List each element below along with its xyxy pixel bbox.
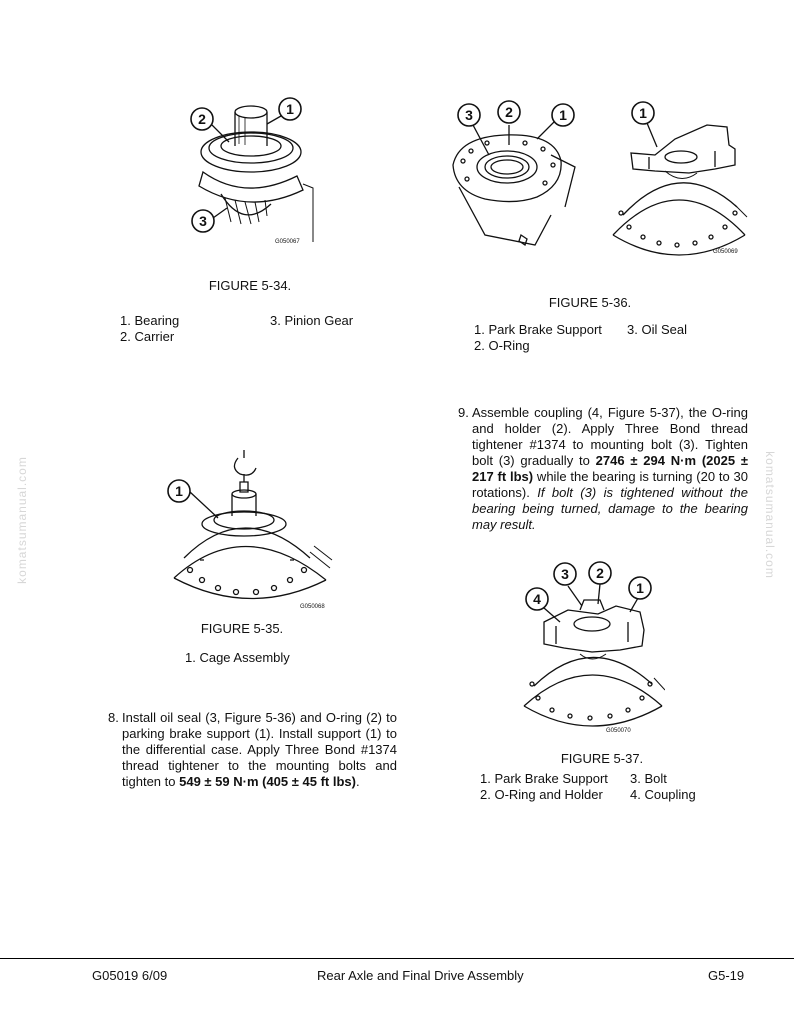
figure-5-34-illustration [185, 90, 325, 250]
figure-5-37-illustration [520, 560, 665, 740]
callout-2: 2 [505, 104, 513, 120]
callout-1-right: 1 [639, 105, 647, 121]
callout-1: 1 [175, 483, 183, 499]
torque-value: 2746 ± 294 N·m (2025 ± 217 ft lbs) [472, 453, 748, 484]
callout-1: 1 [286, 101, 294, 117]
footer-doc-code: G05019 6/09 [92, 968, 168, 983]
callout-2: 2 [596, 565, 604, 581]
legend-item: 3. Oil Seal [627, 322, 687, 337]
step-8 [108, 710, 397, 790]
figure-5-34-caption: FIGURE 5-34. [208, 278, 292, 293]
step-text-cont: while the bearing is turning (20 to 30 rotations). [472, 469, 748, 500]
footer-divider [0, 958, 794, 959]
callout-3: 3 [465, 107, 473, 123]
figure-5-35-illustration [160, 448, 340, 618]
figure-5-34-legend [120, 313, 353, 345]
figure-5-36-illustration [445, 95, 750, 265]
figure-5-37-caption: FIGURE 5-37. [560, 751, 644, 766]
figure-code: G050070 [606, 728, 631, 734]
legend-item: 1. Bearing [120, 313, 180, 328]
legend-item: 1. Park Brake Support [480, 771, 608, 786]
figure-code: G050069 [713, 249, 738, 255]
callout-4: 4 [533, 591, 541, 607]
legend-item: 1. Cage Assembly [185, 650, 290, 665]
watermark-left: komatsumanual.com [15, 456, 29, 584]
callout-2: 2 [198, 111, 206, 127]
callout-3: 3 [561, 566, 569, 582]
legend-item: 4. Coupling [630, 787, 696, 802]
figure-5-37-legend [480, 771, 696, 803]
step-text-end: . [355, 774, 360, 789]
legend-item: 3. Pinion Gear [270, 313, 354, 328]
warning-text: If bolt (3) is tightened without the bearing being turned, damage to the bearing may result. [472, 485, 748, 532]
step-9 [458, 405, 748, 533]
legend-item: 1. Park Brake Support [474, 322, 602, 337]
step-number: 9. [458, 405, 469, 420]
figure-5-35-caption: FIGURE 5-35. [200, 621, 284, 636]
figure-code: G050067 [275, 239, 300, 245]
callout-1: 1 [559, 107, 567, 123]
callout-3: 3 [199, 213, 207, 229]
figure-5-35-legend [185, 650, 290, 666]
torque-value: 549 ± 59 N·m (405 ± 45 ft lbs) [179, 774, 356, 789]
watermark-right: komatsumanual.com [763, 451, 777, 579]
figure-5-36-caption: FIGURE 5-36. [548, 295, 632, 310]
legend-item: 2. O-Ring [474, 338, 530, 353]
legend-item: 2. Carrier [120, 329, 175, 344]
footer-page-number: G5-19 [708, 968, 745, 983]
step-text: Assemble coupling (4, Figure 5-37), the O-ring and holder (2). Apply Three Bond thread tightener #1374 to mounting bolt (3). Tighten bolt (3) gradually to [472, 405, 748, 468]
step-text: Install oil seal (3, Figure 5-36) and O-ring (2) to parking brake support (1). Install support (1) to the differential case. Apply Three Bond #1374 thread tightener to the mounting bolts and tighten to [122, 710, 397, 789]
figure-5-36-legend [474, 322, 687, 354]
figure-code: G050068 [300, 604, 325, 610]
footer-title: Rear Axle and Final Drive Assembly [317, 968, 524, 983]
legend-item: 3. Bolt [630, 771, 667, 786]
step-number: 8. [108, 710, 119, 725]
legend-item: 2. O-Ring and Holder [480, 787, 603, 802]
callout-1: 1 [636, 580, 644, 596]
